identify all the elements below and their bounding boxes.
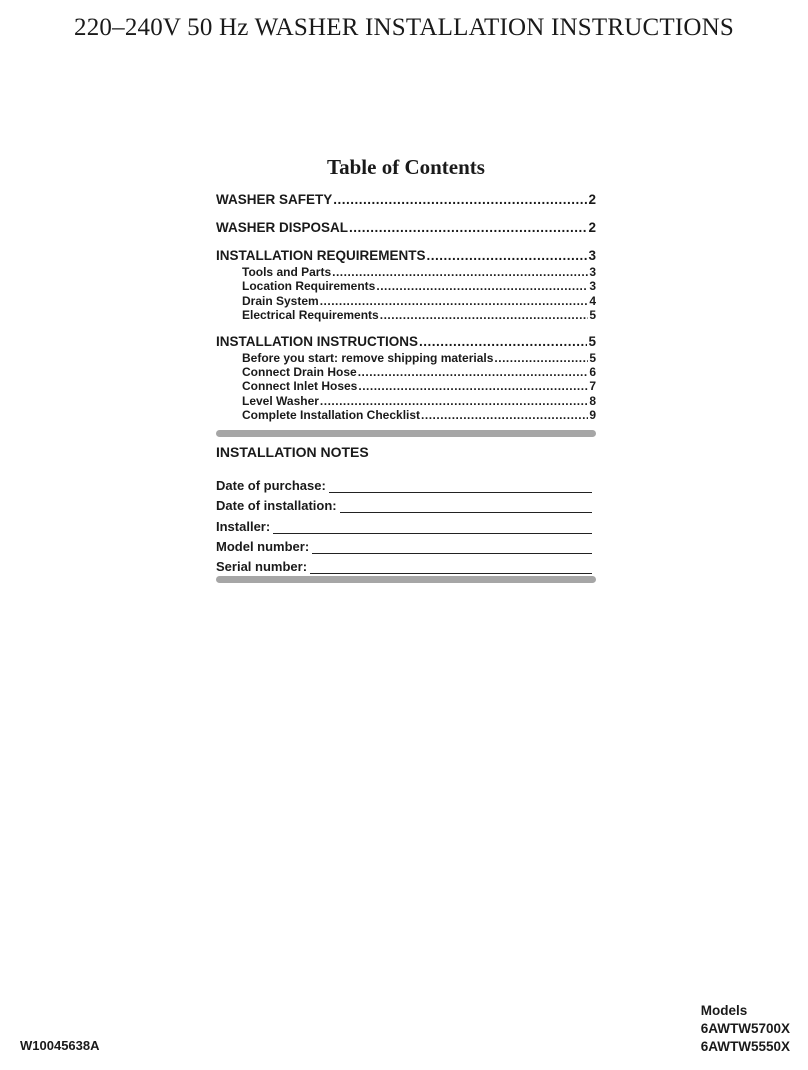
note-field-label: Date of installation: <box>216 498 337 514</box>
toc-subentry-page: 7 <box>589 379 596 394</box>
toc-section <box>216 332 596 423</box>
toc-section <box>216 218 596 237</box>
toc-subentry-page: 6 <box>589 365 596 380</box>
toc-entry[interactable] <box>216 190 596 209</box>
toc-subentry-page: 8 <box>589 393 596 408</box>
toc-subentry-page: 4 <box>589 293 596 308</box>
installation-notes-heading: INSTALLATION NOTES <box>216 444 369 460</box>
toc-leader-dots <box>419 332 587 351</box>
toc-subentry-label: Complete Installation Checklist <box>242 408 421 423</box>
toc-subentry[interactable] <box>216 351 596 365</box>
toc-entry[interactable] <box>216 246 596 265</box>
toc-subentry[interactable] <box>216 279 596 293</box>
divider-bar <box>216 430 596 437</box>
toc-subentry[interactable] <box>216 365 596 379</box>
toc-entry[interactable] <box>216 332 596 351</box>
toc-leader-dots <box>358 379 588 393</box>
note-field-installer <box>216 513 596 533</box>
note-field-label: Model number: <box>216 538 310 554</box>
toc-entry-page: 5 <box>588 333 596 349</box>
note-field-label: Date of purchase: <box>216 478 326 494</box>
toc-subentry-label: Connect Inlet Hoses <box>242 379 358 394</box>
toc-entry-page: 3 <box>588 248 596 263</box>
toc-heading: Table of Contents <box>327 155 485 179</box>
toc-subentry-page: 5 <box>589 308 596 323</box>
toc-subentry-page: 5 <box>589 350 596 365</box>
toc-subentry[interactable] <box>216 294 596 308</box>
models-block <box>701 1002 790 1056</box>
toc-leader-dots <box>333 190 587 209</box>
toc-subentry[interactable] <box>216 308 596 322</box>
toc-leader-dots <box>320 394 588 408</box>
toc-entry-label: INSTALLATION REQUIREMENTS <box>216 248 426 263</box>
table-of-contents <box>216 190 596 432</box>
toc-leader-dots <box>421 408 588 422</box>
note-field-blank-line[interactable] <box>273 518 592 534</box>
note-field-date-of-purchase <box>216 473 596 493</box>
toc-entry-label: INSTALLATION INSTRUCTIONS <box>216 333 418 349</box>
toc-subentry-label: Location Requirements <box>242 279 376 294</box>
toc-entry-label: WASHER SAFETY <box>216 192 333 207</box>
note-field-blank-line[interactable] <box>312 538 592 554</box>
toc-subentry-label: Drain System <box>242 293 319 308</box>
toc-leader-dots <box>349 218 587 237</box>
toc-leader-dots <box>358 365 589 379</box>
toc-subentry[interactable] <box>216 394 596 408</box>
toc-section <box>216 190 596 209</box>
toc-subentry-label: Connect Drain Hose <box>242 365 357 380</box>
installation-notes-form <box>216 473 596 574</box>
note-field-blank-line[interactable] <box>340 497 592 513</box>
divider-bar <box>216 576 596 583</box>
model-number: 6AWTW5700X <box>700 1021 790 1036</box>
toc-entry-page: 2 <box>588 192 596 207</box>
toc-entry-label: WASHER DISPOSAL <box>216 220 349 235</box>
toc-subentry[interactable] <box>216 379 596 393</box>
document-title: 220–240V 50 Hz WASHER INSTALLATION INSTRUCTIONS <box>74 14 734 41</box>
document-number: W10045638A <box>20 1038 100 1053</box>
toc-entry-page: 2 <box>588 220 596 235</box>
toc-subentry-label: Tools and Parts <box>242 265 332 279</box>
note-field-model-number <box>216 534 596 554</box>
toc-leader-dots <box>494 351 588 365</box>
toc-leader-dots <box>380 308 589 322</box>
toc-subentry-label: Before you start: remove shipping materials <box>242 350 494 365</box>
toc-subentry[interactable] <box>216 408 596 422</box>
models-heading: Models <box>700 1003 748 1018</box>
toc-leader-dots <box>332 265 588 279</box>
toc-leader-dots <box>427 246 588 265</box>
toc-subentry[interactable] <box>216 265 596 279</box>
note-field-serial-number <box>216 554 596 574</box>
toc-leader-dots <box>320 294 589 308</box>
note-field-blank-line[interactable] <box>329 477 592 493</box>
toc-leader-dots <box>376 279 588 293</box>
note-field-blank-line[interactable] <box>310 558 592 574</box>
toc-subentry-label: Level Washer <box>242 393 319 408</box>
note-field-label: Serial number: <box>216 558 308 574</box>
note-field-date-of-installation <box>216 493 596 513</box>
toc-section <box>216 246 596 323</box>
model-number: 6AWTW5550X <box>700 1039 790 1054</box>
toc-entry[interactable] <box>216 218 596 237</box>
note-field-label: Installer: <box>216 518 271 534</box>
toc-subentry-label: Electrical Requirements <box>242 308 379 323</box>
toc-subentry-page: 9 <box>589 408 596 423</box>
toc-subentry-page: 3 <box>589 265 596 279</box>
toc-subentry-page: 3 <box>589 279 596 294</box>
